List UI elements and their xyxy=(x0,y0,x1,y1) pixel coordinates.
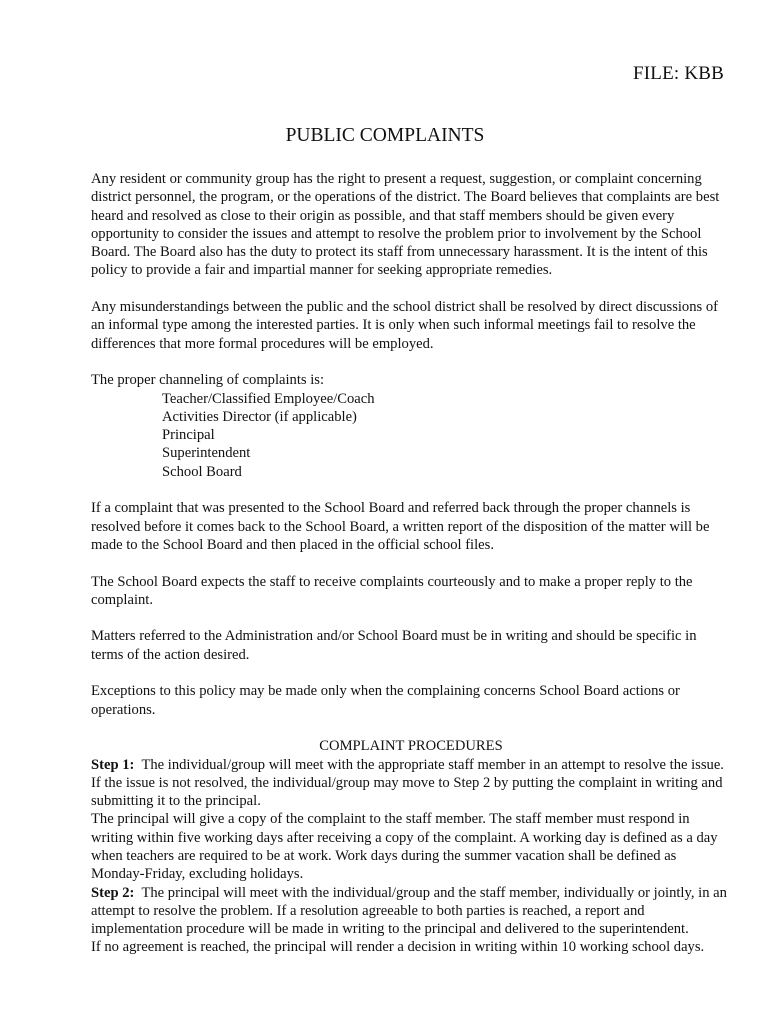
paragraph-written-report: If a complaint that was presented to the School Board and referred back through the proper channels is resolved before it comes back to the School Board, a written report of the disposition of the matter will be made to the School Board and then placed in the official school files. xyxy=(91,500,710,553)
step-2 xyxy=(91,884,731,957)
list-item: Superintendent xyxy=(162,445,251,462)
paragraph-channeling: The proper channeling of complaints is: xyxy=(91,372,325,389)
paragraph-exceptions: Exceptions to this policy may be made only when the complaining concerns School Board actions or operations. xyxy=(91,683,680,718)
step-followup: If no agreement is reached, the principal will render a decision in writing within 10 working school days. xyxy=(91,939,705,956)
step-followup: The principal will give a copy of the complaint to the staff member. The staff member must respond in writing within five working days after receiving a copy of the complaint. A working day is defined as a day when teachers are required to be at work. Work days during the summer vacation shall be defined as Monday-Friday, excluding holidays. xyxy=(91,811,718,883)
channel-list xyxy=(162,390,731,481)
list-item: School Board xyxy=(162,463,242,480)
paragraph-intro: Any resident or community group has the right to present a request, suggestion, or complaint concerning district personnel, the program, or the operations of the district. The Board believes that complaints are best heard and resolved as close to their origin as possible, and that staff members should be given every opportunity to consider the issues and attempt to resolve the problem prior to involvement by the School Board. The Board also has the duty to protect its staff from unnecessary harassment. It is the intent of this policy to provide a fair and impartial manner for seeking appropriate remedies. xyxy=(91,171,720,279)
list-item: Principal xyxy=(162,427,215,444)
step-label: Step 2: xyxy=(91,884,135,901)
step-text: The principal will meet with the individual/group and the staff member, individually or jointly, in an attempt to resolve the problem. If a resolution agreeable to both parties is reached, a report and implementation procedure will be made in writing to the principal and delivered to the superintendent. xyxy=(91,884,727,938)
paragraph-courtesy: The School Board expects the staff to receive complaints courteously and to make a proper reply to the complaint. xyxy=(91,573,693,608)
list-item: Activities Director (if applicable) xyxy=(162,408,357,425)
document-body xyxy=(91,170,731,957)
page-title: PUBLIC COMPLAINTS xyxy=(285,125,485,146)
list-item: Teacher/Classified Employee/Coach xyxy=(162,390,375,407)
section-heading: COMPLAINT PROCEDURES xyxy=(319,738,503,755)
step-text: The individual/group will meet with the appropriate staff member in an attempt to resolve the issue. If the issue is not resolved, the individual/group may move to Step 2 by putting the complaint in writing and submitting it to the principal. xyxy=(91,756,724,810)
step-1 xyxy=(91,756,731,884)
paragraph-misunderstandings: Any misunderstandings between the public and the school district shall be resolved by direct discussions of an informal type among the interested parties. It is only when such informal meetings fail to resolve the differences that more formal procedures will be employed. xyxy=(91,299,719,352)
step-label: Step 1: xyxy=(91,756,135,773)
file-label: FILE: KBB xyxy=(632,63,724,84)
paragraph-writing: Matters referred to the Administration and/or School Board must be in writing and should be specific in terms of the action desired. xyxy=(91,628,697,663)
